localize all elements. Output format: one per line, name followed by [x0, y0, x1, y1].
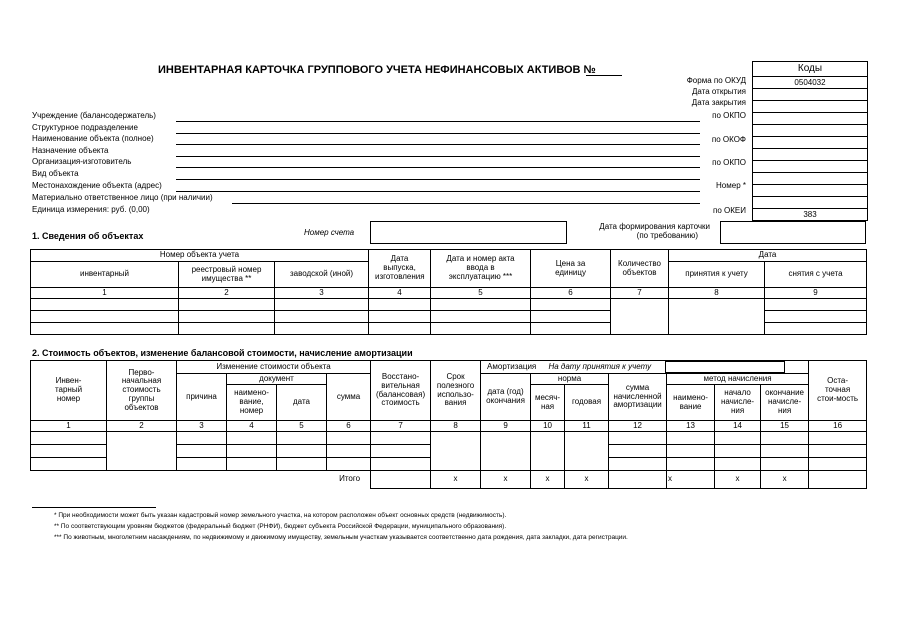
- s1-num: 2: [179, 288, 275, 299]
- card-date-input[interactable]: [720, 221, 866, 244]
- table-cell[interactable]: [327, 432, 371, 445]
- table-cell[interactable]: [179, 311, 275, 323]
- number-label: Номер *: [716, 181, 746, 190]
- okud-label: Форма по ОКУД: [686, 76, 746, 85]
- s2-number-row: [31, 421, 867, 432]
- table-cell[interactable]: [667, 458, 715, 471]
- form-title: ИНВЕНТАРНАЯ КАРТОЧКА ГРУППОВОГО УЧЕТА НЕФИНАНСОВЫХ АКТИВОВ №: [158, 64, 596, 76]
- table-cell[interactable]: [327, 458, 371, 471]
- table-cell[interactable]: [669, 299, 765, 335]
- s2-num: 5: [277, 421, 327, 432]
- table-cell[interactable]: [667, 445, 715, 458]
- h-method-end: окончание начисле-ния: [761, 385, 809, 421]
- close-date-label: Дата закрытия: [691, 98, 746, 107]
- s2-num: 3: [177, 421, 227, 432]
- total-accrued[interactable]: [609, 471, 667, 489]
- field-location-line[interactable]: [176, 191, 700, 192]
- table-cell[interactable]: [371, 458, 431, 471]
- s2-num: 15: [761, 421, 809, 432]
- table-cell[interactable]: [481, 432, 531, 471]
- card-number-line[interactable]: [586, 75, 622, 76]
- number-cell[interactable]: [753, 185, 867, 197]
- footnote-2: ** По соответствующим уровням бюджетов (федеральный бюджет (РНФИ), бюджет субъекта Российской Федерации, муниципального образования).: [54, 523, 507, 530]
- table-cell[interactable]: [371, 432, 431, 445]
- table-cell[interactable]: [611, 299, 669, 335]
- field-purpose-line[interactable]: [176, 156, 700, 157]
- h-restore: Восстано-вительная (балансовая) стоимость: [371, 361, 431, 421]
- field-institution-line[interactable]: [176, 121, 700, 122]
- s2-num: 13: [667, 421, 715, 432]
- h-method: метод начисления: [667, 374, 809, 385]
- table-cell[interactable]: [369, 311, 431, 323]
- s2-num: 2: [107, 421, 177, 432]
- h-sum: сумма: [327, 374, 371, 421]
- footnote-3: *** По животным, многолетним насаждениям, по недвижимому и движимому имуществу, земельным участкам указывается соответственно дата рождения, дата закладки, дата регистрации.: [54, 534, 628, 541]
- h-amort-label: Амортизация: [487, 362, 537, 372]
- h-reason: причина: [177, 374, 227, 421]
- codes-box: [752, 61, 868, 221]
- s1-num: 4: [369, 288, 431, 299]
- s2-num: 12: [609, 421, 667, 432]
- s2-num: 9: [481, 421, 531, 432]
- s1-num: 1: [31, 288, 179, 299]
- h-method-start: начало начисле-ния: [715, 385, 761, 421]
- table-cell[interactable]: [609, 432, 667, 445]
- s1-num: 5: [431, 288, 531, 299]
- field-manufacturer-line[interactable]: [176, 167, 700, 168]
- h-factory: заводской (иной): [275, 262, 369, 288]
- table-cell[interactable]: [31, 299, 179, 311]
- table-cell[interactable]: [179, 323, 275, 335]
- h-qty: Количество объектов: [611, 250, 669, 288]
- h-document: документ: [227, 374, 327, 385]
- open-date-cell[interactable]: [753, 89, 867, 101]
- okpo-label-2: по ОКПО: [712, 158, 746, 167]
- card-date-label-line2: (по требованию): [636, 230, 698, 240]
- table-cell[interactable]: [277, 445, 327, 458]
- total-x: x: [667, 471, 715, 489]
- s2-num: 8: [431, 421, 481, 432]
- h-amort-date: На дату принятия к учету: [548, 362, 652, 372]
- table-cell[interactable]: [809, 445, 867, 458]
- field-unit: Единица измерения: руб. (0,00): [32, 205, 150, 214]
- table-cell[interactable]: [177, 432, 227, 445]
- h-remove: снятия с учета: [765, 262, 867, 288]
- h-date: Дата: [669, 250, 867, 262]
- table-cell[interactable]: [275, 299, 369, 311]
- account-number-label: Номер счета: [304, 228, 355, 237]
- table-cell[interactable]: [667, 432, 715, 445]
- table-cell[interactable]: [609, 445, 667, 458]
- table-cell[interactable]: [765, 323, 867, 335]
- field-responsible: Материально ответственное лицо (при наличии): [32, 193, 213, 202]
- total-x: x: [761, 471, 809, 489]
- field-object-type-line[interactable]: [176, 179, 700, 180]
- table-cell[interactable]: [531, 311, 611, 323]
- table-cell[interactable]: [277, 432, 327, 445]
- table-cell[interactable]: [179, 299, 275, 311]
- table-cell[interactable]: [531, 299, 611, 311]
- total-restore[interactable]: [371, 471, 431, 489]
- s2-num: 7: [371, 421, 431, 432]
- cost-table: [30, 360, 867, 489]
- s2-num: 14: [715, 421, 761, 432]
- h-yearly: годовая: [565, 385, 609, 421]
- h-object-number: Номер объекта учета: [31, 250, 369, 262]
- h-initial-cost: Перво-начальная стоимость группы объектов: [107, 361, 177, 421]
- table-cell[interactable]: [369, 323, 431, 335]
- close-date-cell[interactable]: [753, 101, 867, 113]
- h-inventory: инвентарный: [31, 262, 179, 288]
- table-cell[interactable]: [765, 311, 867, 323]
- h-doc-date: дата: [277, 385, 327, 421]
- table-cell[interactable]: [275, 311, 369, 323]
- table-cell[interactable]: [31, 458, 107, 471]
- field-object-name: Наименование объекта (полное): [32, 134, 154, 143]
- s1-num: 8: [669, 288, 765, 299]
- total-x: x: [565, 471, 609, 489]
- okof-label: по ОКОФ: [711, 135, 746, 144]
- field-location: Местонахождение объекта (адрес): [32, 181, 162, 190]
- table-cell[interactable]: [327, 445, 371, 458]
- h-act: Дата и номер акта ввода в эксплуатацию ***: [431, 250, 531, 288]
- s1-num: 9: [765, 288, 867, 299]
- h-registry: реестровый номер имущества **: [179, 262, 275, 288]
- section2-title: 2. Стоимость объектов, изменение балансовой стоимости, начисление амортизации: [32, 348, 413, 358]
- table-cell[interactable]: [275, 323, 369, 335]
- h-method-name: наимено-вание: [667, 385, 715, 421]
- table-cell[interactable]: [177, 445, 227, 458]
- card-date-label: [588, 223, 710, 241]
- total-row: [31, 471, 867, 489]
- total-label: Итого: [339, 474, 361, 484]
- table-cell[interactable]: [431, 299, 531, 311]
- s1-number-row: [31, 288, 867, 299]
- table-cell[interactable]: [371, 445, 431, 458]
- account-number-input[interactable]: [370, 221, 567, 244]
- table-cell[interactable]: [177, 458, 227, 471]
- section1-title: 1. Сведения об объектах: [32, 231, 144, 241]
- footnote-1: * При необходимости может быть указан кадастровый номер земельного участка, на котором расположен объект основных средств (недвижимость).: [54, 512, 507, 519]
- total-x: x: [481, 471, 531, 489]
- h-accept: принятия к учету: [669, 262, 765, 288]
- total-x: x: [531, 471, 565, 489]
- table-cell[interactable]: [565, 432, 609, 471]
- okof-cell-b[interactable]: [753, 149, 867, 161]
- h-residual: Оста-точная стои-мость: [809, 361, 867, 421]
- table-cell[interactable]: [715, 432, 761, 445]
- table-cell[interactable]: [761, 458, 809, 471]
- okpo-cell-1[interactable]: [753, 113, 867, 125]
- table-cell[interactable]: [715, 458, 761, 471]
- field-object-type: Вид объекта: [32, 169, 79, 178]
- s2-num: 11: [565, 421, 609, 432]
- amort-date-input[interactable]: [665, 361, 785, 373]
- table-cell[interactable]: [227, 445, 277, 458]
- h-norm: норма: [531, 374, 609, 385]
- field-division: Структурное подразделение: [32, 123, 138, 132]
- table-cell[interactable]: [809, 432, 867, 445]
- okpo-label-1: по ОКПО: [712, 111, 746, 120]
- table-cell[interactable]: [31, 445, 107, 458]
- footnote-divider: [32, 507, 156, 508]
- h-doc-name: наимено-вание, номер: [227, 385, 277, 421]
- field-institution: Учреждение (балансодержатель): [32, 111, 156, 120]
- table-cell[interactable]: [715, 445, 761, 458]
- total-x: x: [431, 471, 481, 489]
- s1-num: 7: [611, 288, 669, 299]
- table-cell[interactable]: [31, 432, 107, 445]
- table-cell[interactable]: [431, 323, 531, 335]
- table-cell[interactable]: [765, 299, 867, 311]
- s2-num: 10: [531, 421, 565, 432]
- table-cell[interactable]: [531, 432, 565, 471]
- table-cell[interactable]: [761, 432, 809, 445]
- open-date-label: Дата открытия: [691, 87, 746, 96]
- total-x: x: [715, 471, 761, 489]
- h-accrued: сумма начисленной амортизации: [609, 374, 667, 421]
- total-residual[interactable]: [809, 471, 867, 489]
- table-cell[interactable]: [809, 458, 867, 471]
- s1-num: 3: [275, 288, 369, 299]
- field-purpose: Назначение объекта: [32, 146, 109, 155]
- table-cell[interactable]: [369, 299, 431, 311]
- table-cell[interactable]: [107, 432, 177, 471]
- table-cell[interactable]: [531, 323, 611, 335]
- okei-label: по ОКЕИ: [713, 206, 746, 215]
- table-cell[interactable]: [277, 458, 327, 471]
- okpo-cell-1b[interactable]: [753, 125, 867, 137]
- table-cell[interactable]: [227, 432, 277, 445]
- table-cell[interactable]: [227, 458, 277, 471]
- s2-num: 1: [31, 421, 107, 432]
- table-cell[interactable]: [431, 311, 531, 323]
- s2-num: 16: [809, 421, 867, 432]
- okpo-cell-2[interactable]: [753, 161, 867, 173]
- h-change: Изменение стоимости объекта: [177, 361, 371, 374]
- s1-num: 6: [531, 288, 611, 299]
- field-manufacturer: Организация-изготовитель: [32, 157, 132, 166]
- h-monthly: месяч-ная: [531, 385, 565, 421]
- card-date-label-line1: Дата формирования карточки: [599, 222, 710, 231]
- codes-header: Коды: [753, 62, 867, 77]
- okei-value: 383: [803, 210, 817, 219]
- table-cell[interactable]: [761, 445, 809, 458]
- table-cell[interactable]: [609, 458, 667, 471]
- h-release-date: Дата выпуска, изготовления: [369, 250, 431, 288]
- h-inv-number: Инвен-тарный номер: [31, 361, 107, 421]
- table-cell[interactable]: [31, 311, 179, 323]
- objects-table: [30, 249, 867, 335]
- field-division-line[interactable]: [176, 133, 700, 134]
- h-price: Цена за единицу: [531, 250, 611, 288]
- s2-num: 6: [327, 421, 371, 432]
- okud-value: 0504032: [753, 77, 867, 89]
- h-term: Срок полезного использо-вания: [431, 361, 481, 421]
- okpo-cell-2b[interactable]: [753, 173, 867, 185]
- field-object-name-line[interactable]: [176, 144, 700, 145]
- number-cell-b[interactable]: [753, 197, 867, 209]
- table-row[interactable]: [31, 299, 867, 311]
- okof-cell[interactable]: [753, 137, 867, 149]
- s2-num: 4: [227, 421, 277, 432]
- table-cell[interactable]: [431, 432, 481, 471]
- table-row[interactable]: [31, 432, 867, 445]
- table-cell[interactable]: [31, 323, 179, 335]
- field-responsible-line[interactable]: [232, 203, 700, 204]
- h-end-date: дата (год) окончания: [481, 374, 531, 421]
- h-amortization: [481, 361, 809, 374]
